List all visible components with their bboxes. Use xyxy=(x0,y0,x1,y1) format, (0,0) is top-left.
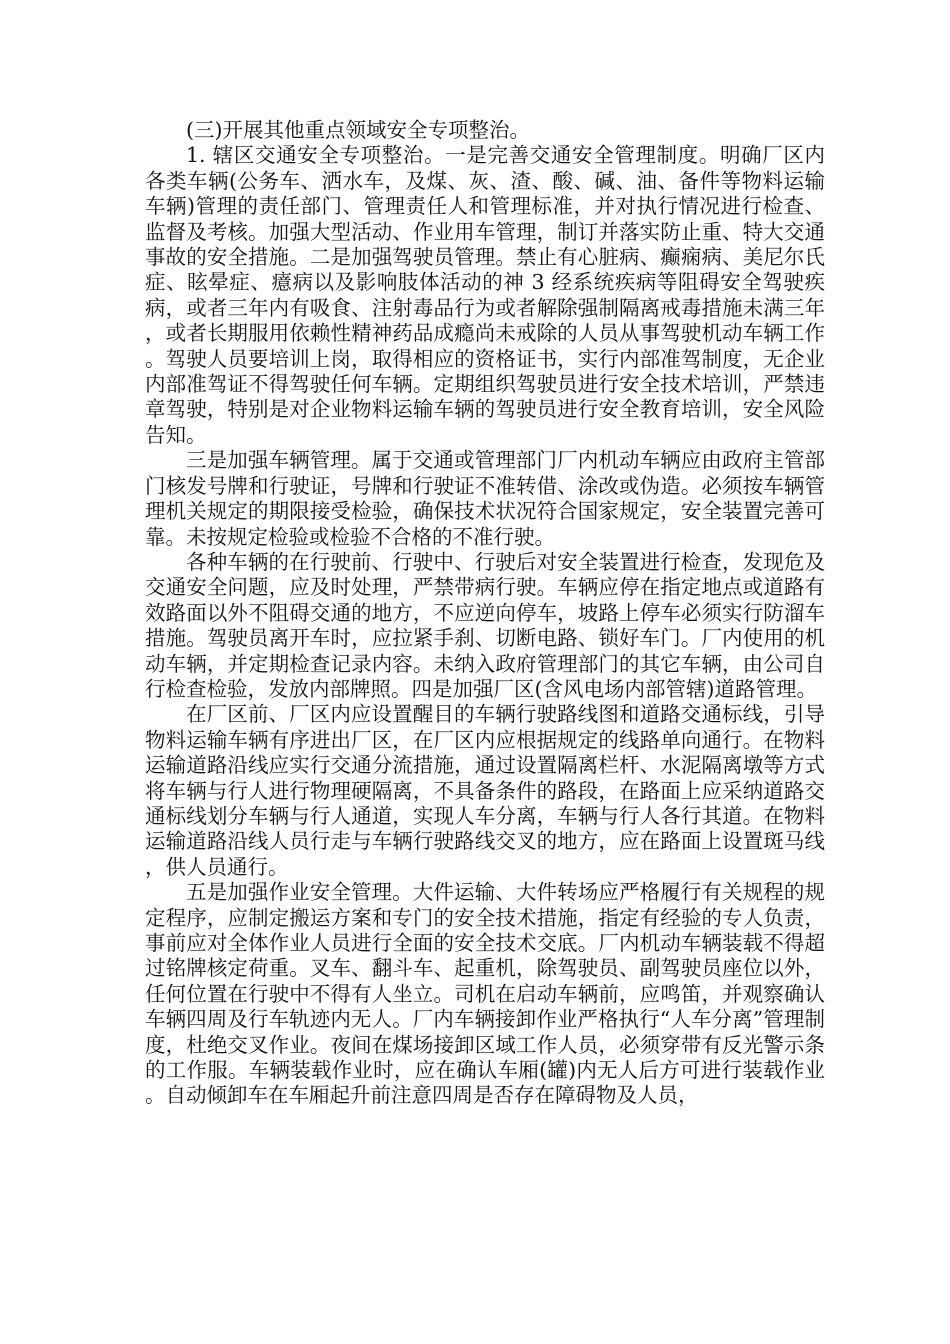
section-heading: (三)开展其他重点领域安全专项整治。 xyxy=(186,118,530,142)
paragraph-traffic-safety: 1. 辖区交通安全专项整治。一是完善交通安全管理制度。明确厂区内各类车辆(公务车、洒水车，及煤、灰、渣、酸、碱、油、备件等物料运输车辆)管理的责任部门、管理责任人和管理标准，并对执行情况进行检查、监督及考核。加强大型活动、作业用车管理，制订并落实防止重、特大交通事故的安全措施。二是加强驾驶员管理。禁止有心脏病、癫痫病、美尼尔氏症、眩晕症、癔病以及影响肢体活动的神 3 经系统疾病等阻碍安全驾驶疾病，或者三年内有吸食、注射毒品行为或者解除强制隔离戒毒措施未满三年，或者长期服用依赖性精神药品成瘾尚未戒除的人员从事驾驶机动车辆工作。驾驶人员要培训上岗，取得相应的资格证书，实行内部准驾制度，无企业内部准驾证不得驾驶任何车辆。定期组织驾驶员进行安全技术培训，严禁违章驾驶，特别是对企业物料运输车辆的驾驶员进行安全教育培训，安全风险告知。 xyxy=(145,143,825,447)
paragraph-operation-safety: 五是加强作业安全管理。大件运输、大件转场应严格履行有关规程的规定程序，应制定搬运方案和专门的安全技术措施，指定有经验的专人负责，事前应对全体作业人员进行全面的安全技术交底。厂内机动车辆装载不得超过铭牌核定荷重。叉车、翻斗车、起重机，除驾驶员、副驾驶员座位以外，任何位置在行驶中不得有人坐立。司机在启动车辆前，应鸣笛，并观察确认车辆四周及行车轨迹内无人。厂内车辆接卸作业严格执行“人车分离”管理制度，杜绝交叉作业。夜间在煤场接卸区域工作人员，必须穿带有反光警示条的工作服。车辆装载作业时，应在确认车厢(罐)内无人后方可进行装载作业。自动倾卸车在车厢起升前注意四周是否存在障碍物及人员， xyxy=(145,880,825,1108)
document-page xyxy=(145,118,825,1109)
paragraph-road-management: 在厂区前、厂区内应设置醒目的车辆行驶路线图和道路交通标线，引导物料运输车辆有序进出厂区，在厂区内应根据规定的线路单向通行。在物料运输道路沿线应实行交通分流措施，通过设置隔离栏杆、水泥隔离墩等方式将车辆与行人进行物理硬隔离，不具备条件的路段，在路面上应采纳道路交通标线划分车辆与行人通道，实现人车分离，车辆与行人各行其道。在物料运输道路沿线人员行走与车辆行驶路线交叉的地方，应在路面上设置斑马线，供人员通行。 xyxy=(145,702,825,879)
paragraph-vehicle-inspection: 各种车辆的在行驶前、行驶中、行驶后对安全装置进行检查，发现危及交通安全问题，应及时处理，严禁带病行驶。车辆应停在指定地点或道路有效路面以外不阻碍交通的地方，不应逆向停车，坡路上停车必须实行防溜车措施。驾驶员离开车时，应拉紧手刹、切断电路、锁好车门。厂内使用的机动车辆，并定期检查记录内容。未纳入政府管理部门的其它车辆，由公司自行检查检验，发放内部牌照。四是加强厂区(含风电场内部管辖)道路管理。 xyxy=(145,549,825,701)
paragraph-vehicle-management: 三是加强车辆管理。属于交通或管理部门厂内机动车辆应由政府主管部门核发号牌和行驶证，号牌和行驶证不准转借、涂改或伪造。必须按车辆管理机关规定的期限接受检验，确保技术状况符合国家规定，安全装置完善可靠。未按规定检验或检验不合格的不准行驶。 xyxy=(145,448,825,549)
